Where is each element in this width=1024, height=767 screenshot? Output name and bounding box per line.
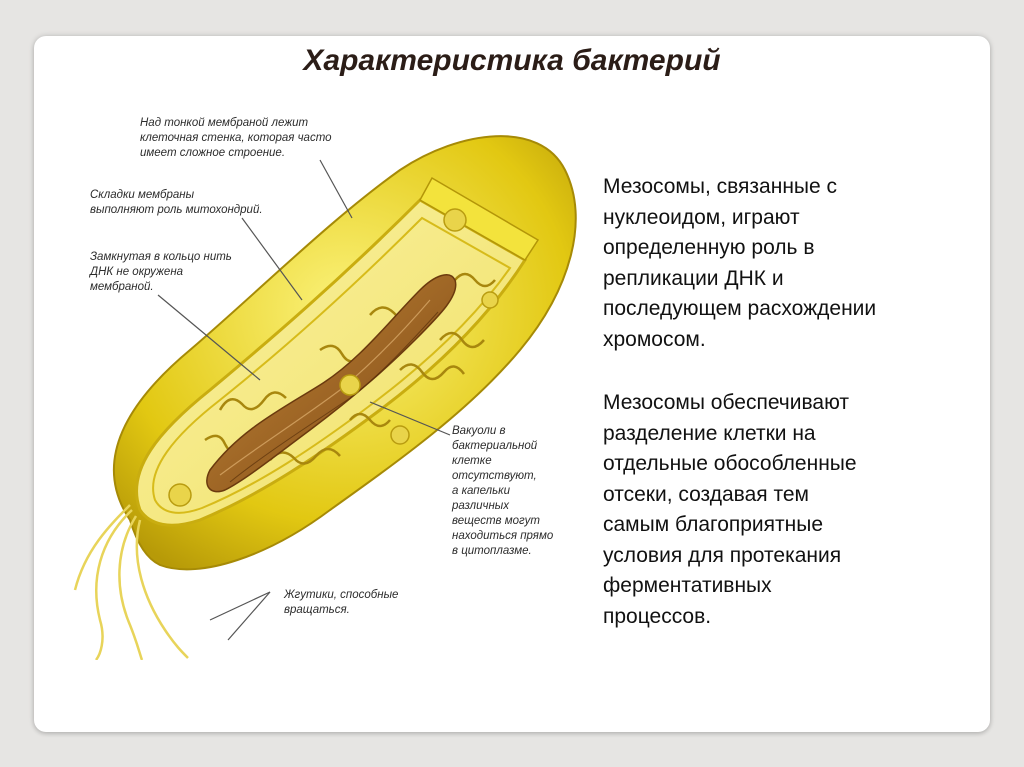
paragraph-line: хромосом. xyxy=(603,327,706,351)
paragraph-line: ферментативных xyxy=(603,574,772,597)
label-flagella: Жгутики, способные вращаться. xyxy=(284,589,399,616)
paragraph-line: условия для протекания xyxy=(603,543,842,567)
bacterium-illustration xyxy=(70,100,590,660)
paragraph-line: Мезосомы, связанные с xyxy=(603,175,838,198)
paragraph-line: последующем расхождении xyxy=(603,297,877,320)
paragraph-mesosome-replication xyxy=(603,172,983,355)
label-vacuoles: Вакуоли в бактериальной клетке отсутствуют, а капельки различных веществ могут находиться прямо в цитоплазме. xyxy=(452,425,554,557)
paragraph-line: отдельные обособленные xyxy=(603,452,857,475)
label-cell-wall: Над тонкой мембраной лежит клеточная стенка, которая часто имеет сложное строение. xyxy=(140,117,332,159)
paragraph-line: разделение клетки на xyxy=(603,421,816,445)
paragraph-line: Мезосомы обеспечивают xyxy=(603,391,849,414)
paragraph-line: репликации ДНК и xyxy=(603,266,784,290)
paragraph-line: самым благоприятные xyxy=(603,513,824,536)
label-dna: Замкнутая в кольцо нить ДНК не окружена мембраной. xyxy=(90,251,232,293)
paragraph-line: отсеки, создавая тем xyxy=(603,482,809,506)
paragraph-line: нуклеоидом, играют xyxy=(603,205,800,229)
label-mesosomes: Складки мембраны выполняют роль митохондрий. xyxy=(90,189,263,216)
paragraph-mesosome-division xyxy=(603,388,983,632)
slide-title: Характеристика бактерий xyxy=(303,44,721,77)
paragraph-line: определенную роль в xyxy=(603,236,815,259)
paragraph-line: процессов. xyxy=(603,604,712,628)
